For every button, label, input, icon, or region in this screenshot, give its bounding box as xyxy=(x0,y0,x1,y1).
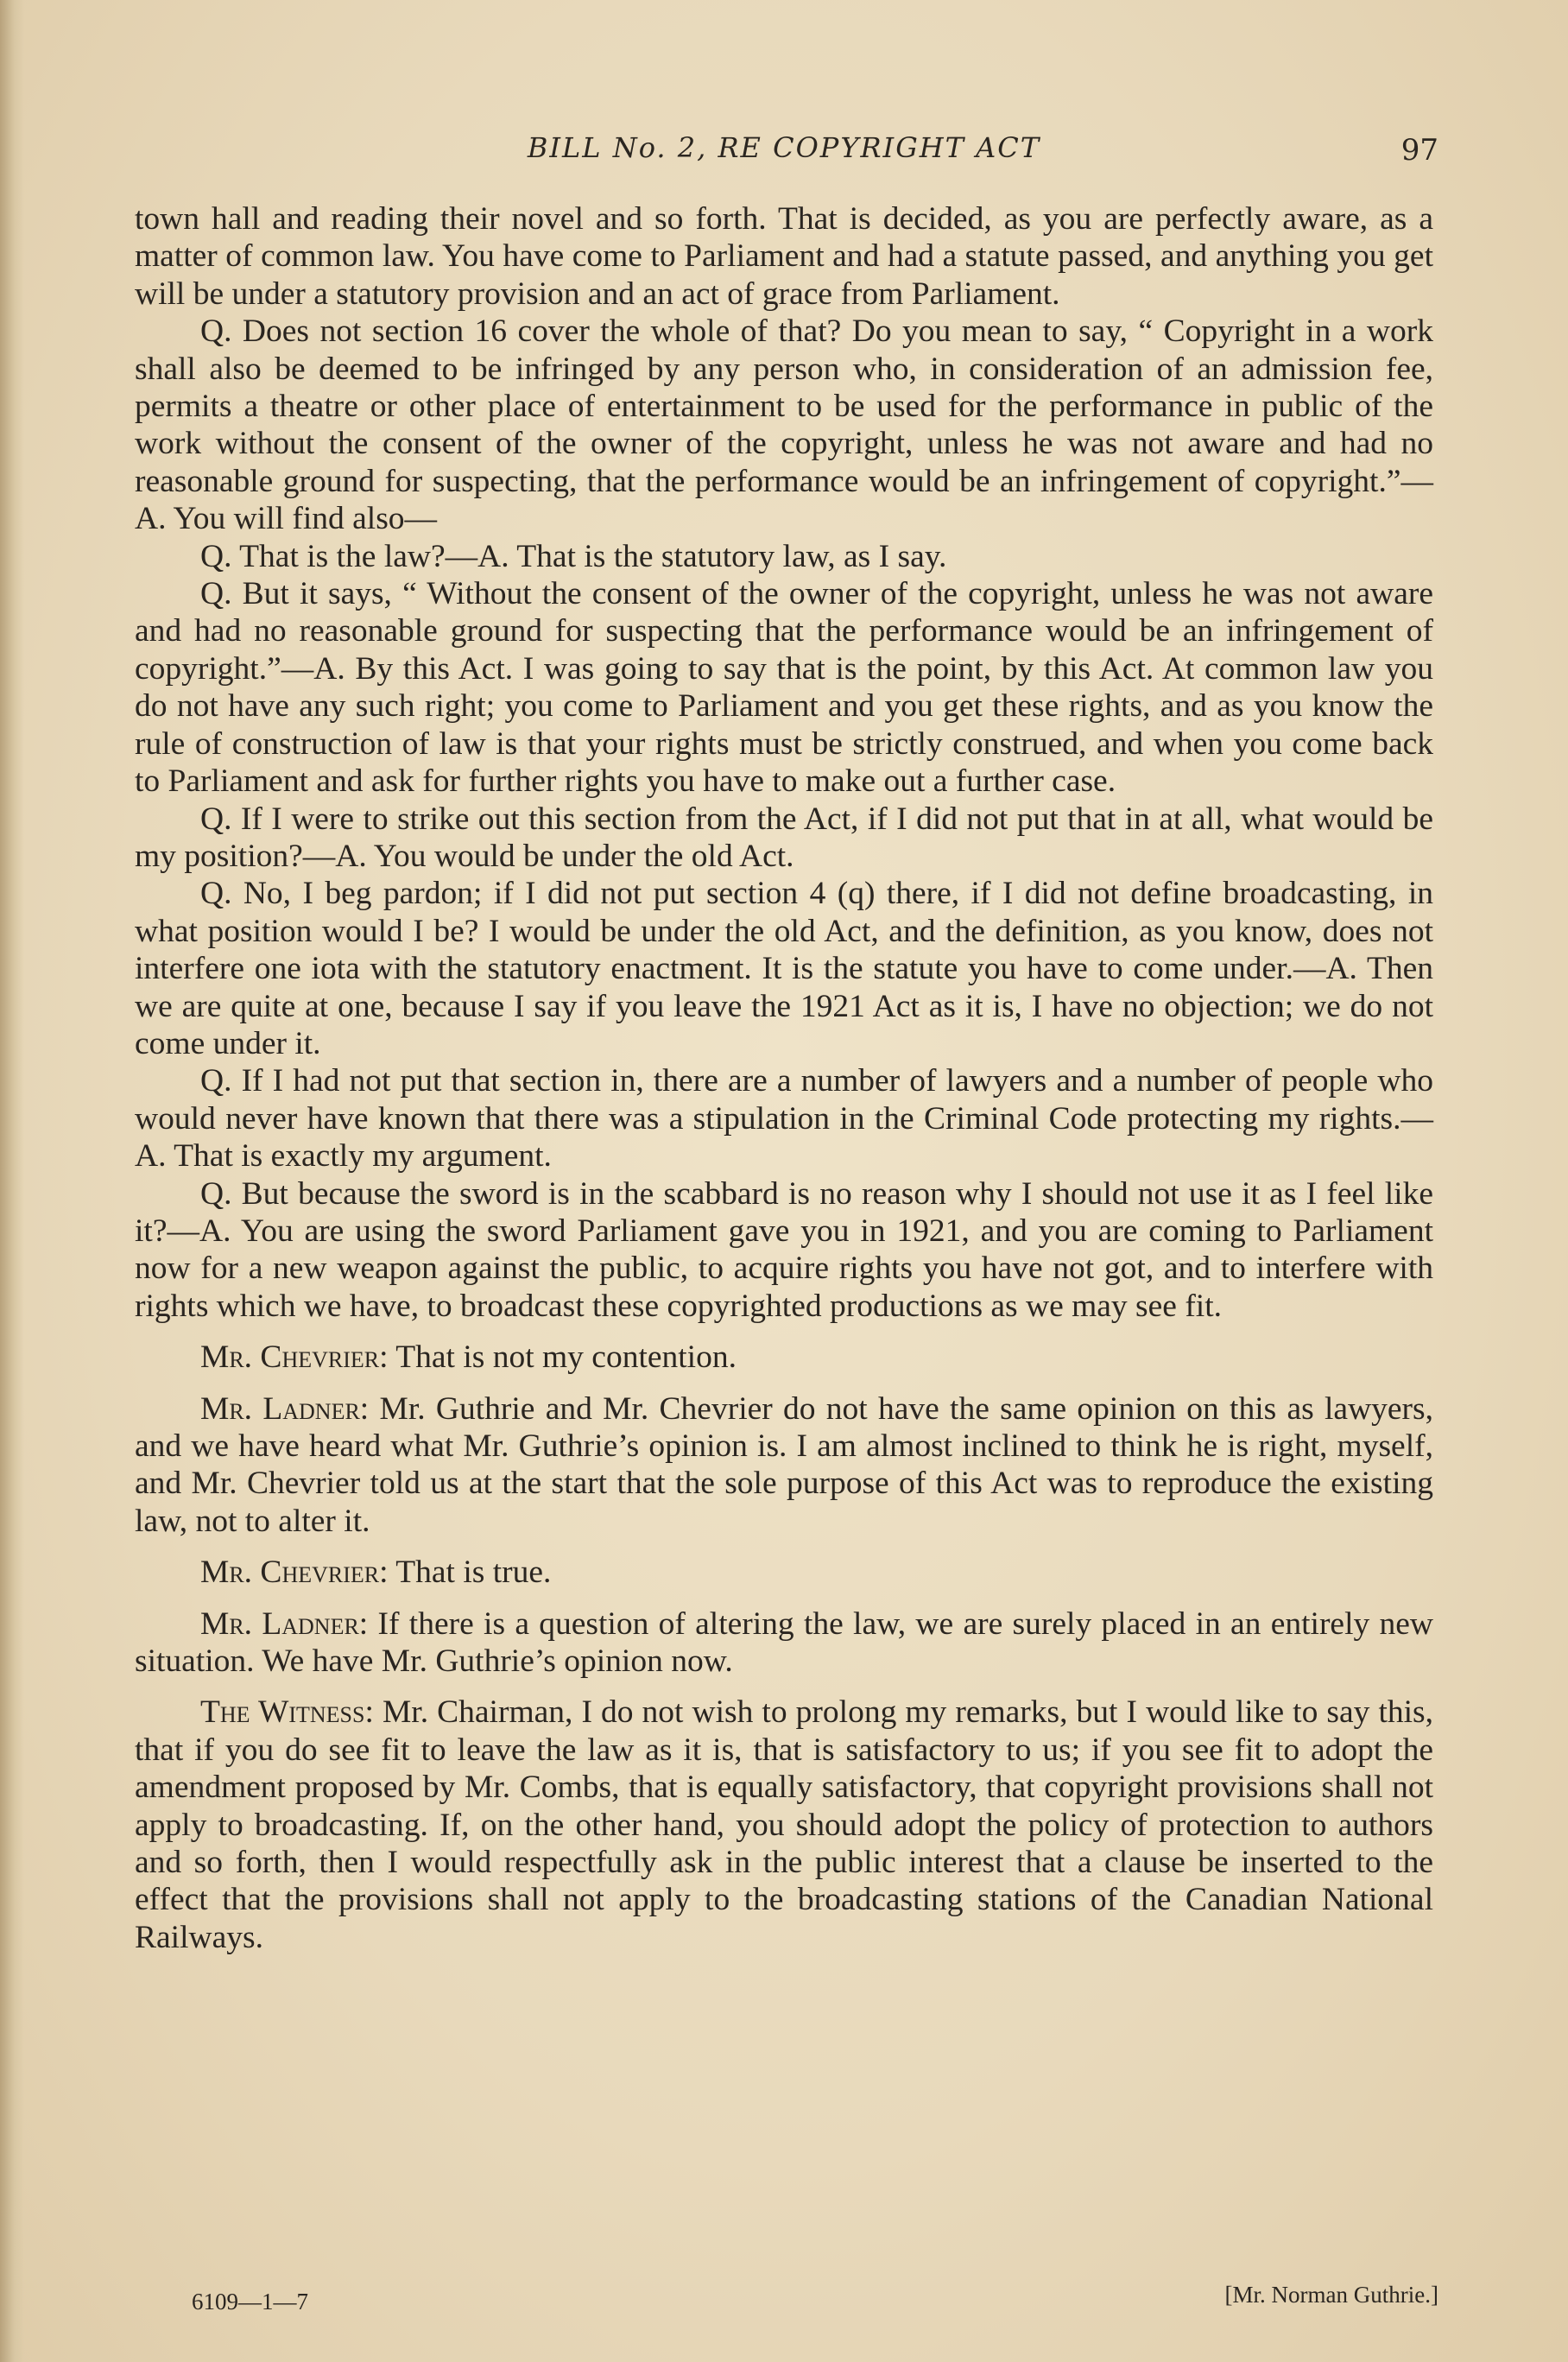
speaker-name: The Witness: xyxy=(200,1694,374,1731)
speech-paragraph xyxy=(135,1605,1433,1681)
speech-text: That is true. xyxy=(395,1555,552,1591)
paragraph: Q. But it says, “ Without the consent of the owner of the copyright, unless he was not aware and had no reasonable ground for suspecting that the performance would be an infringement of copyright.”—A. By this Act. I was going to say that is the point, by this Act. At common law you do not have any such right; you come to Parliament and you get these rights, and as you know the rule of construction of law is that your rights must be strictly construed, and when you come back to Parliament and ask for further rights you have to make out a further case. xyxy=(135,576,1433,800)
witness-name: [Mr. Norman Guthrie.] xyxy=(1224,2282,1438,2308)
paragraph: town hall and reading their novel and so forth. That is decided, as you are perfectly aware, as a matter of common law. You have come to Parliament and had a statute passed, and anything you get will be under a statutory provision and an act of grace from Parliament. xyxy=(135,201,1433,312)
speech-text: Mr. Chairman, I do not wish to prolong my remarks, but I would like to say this, that if you do see fit to leave the law as it is, that is satisfactory to us; if you see fit to adopt the amendment proposed by Mr. Combs, that is equally satisfactory, that copyright provisions shall not apply to broadcasting. If, on the other hand, you should adopt the policy of protection to authors and so forth, then I would respectfully ask in the public interest that a clause be inserted to the effect that the provisions shall not apply to the broadcasting stations of the Canadian National Railways. xyxy=(135,1694,1434,1955)
page-number: 97 xyxy=(1400,133,1438,168)
speech-paragraph xyxy=(135,1554,1433,1591)
page-binding-edge xyxy=(0,0,24,2362)
paragraph: Q. That is the law?—A. That is the statutory law, as I say. xyxy=(200,538,947,574)
running-title: BILL No. 2, RE COPYRIGHT ACT xyxy=(527,131,1041,164)
speech-paragraph xyxy=(135,1694,1433,1956)
page-header xyxy=(0,128,1568,180)
speaker-name: Mr. Chevrier: xyxy=(200,1555,389,1591)
paragraph: Q. But because the sword is in the scabbard is no reason why I should not use it as I feel like it?—A. You are using the sword Parliament gave you in 1921, and you are coming to Parliament now for a new weapon against the public, to acquire rights you have not got, and to interfere with rights which we have, to broadcast these copyrighted productions as we may see fit. xyxy=(135,1175,1433,1324)
print-code: 6109—1—7 xyxy=(192,2289,308,2315)
paragraph: Q. If I had not put that section in, there are a number of lawyers and a number of people who would never have known that there was a stipulation in the Criminal Code protecting my rights.—A. That is exactly my argument. xyxy=(135,1063,1433,1175)
paragraph: Q. Does not section 16 cover the whole of that? Do you mean to say, “ Copyright in a work shall also be deemed to be infringed by any person who, in consideration of an admission fee, permits a theatre or other place of entertainment to be used for the performance in public of the work without the consent of the owner of the copyright, unless he was not aware and had no reasonable ground for suspecting, that the performance would be an infringement of copyright.”—A. You will find also— xyxy=(135,313,1433,537)
speaker-name: Mr. Ladner: xyxy=(200,1390,370,1427)
paragraph: Q. No, I beg pardon; if I did not put section 4 (q) there, if I did not define broadcasting, in what position would I be? I would be under the old Act, and the definition, as you know, does not interfere one iota with the statutory enactment. It is the statute you have to come under.—A. Then we are quite at one, because I say if you leave the 1921 Act as it is, I have no objection; we do not come under it. xyxy=(135,876,1433,1061)
speech-paragraph xyxy=(135,1390,1433,1541)
speaker-name: Mr. Ladner: xyxy=(200,1605,369,1642)
paragraph: Q. If I were to strike out this section from the Act, if I did not put that in at all, what would be my position?—A. You would be under the old Act. xyxy=(135,801,1433,874)
page-body xyxy=(135,200,1433,1956)
speech-paragraph xyxy=(135,1339,1433,1376)
speech-text: That is not my contention. xyxy=(395,1339,737,1376)
speech-text: If there is a question of altering the law, we are surely placed in an entirely new situation. We have Mr. Guthrie’s opinion now. xyxy=(135,1605,1434,1680)
speech-text: Mr. Guthrie and Mr. Chevrier do not have the same opinion on this as lawyers, and we have heard what Mr. Guthrie’s opinion is. I am almost inclined to think he is right, myself, and Mr. Chevrier told us at the start that the sole purpose of this Act was to reproduce the existing law, not to alter it. xyxy=(135,1390,1433,1539)
speaker-name: Mr. Chevrier: xyxy=(200,1339,389,1376)
